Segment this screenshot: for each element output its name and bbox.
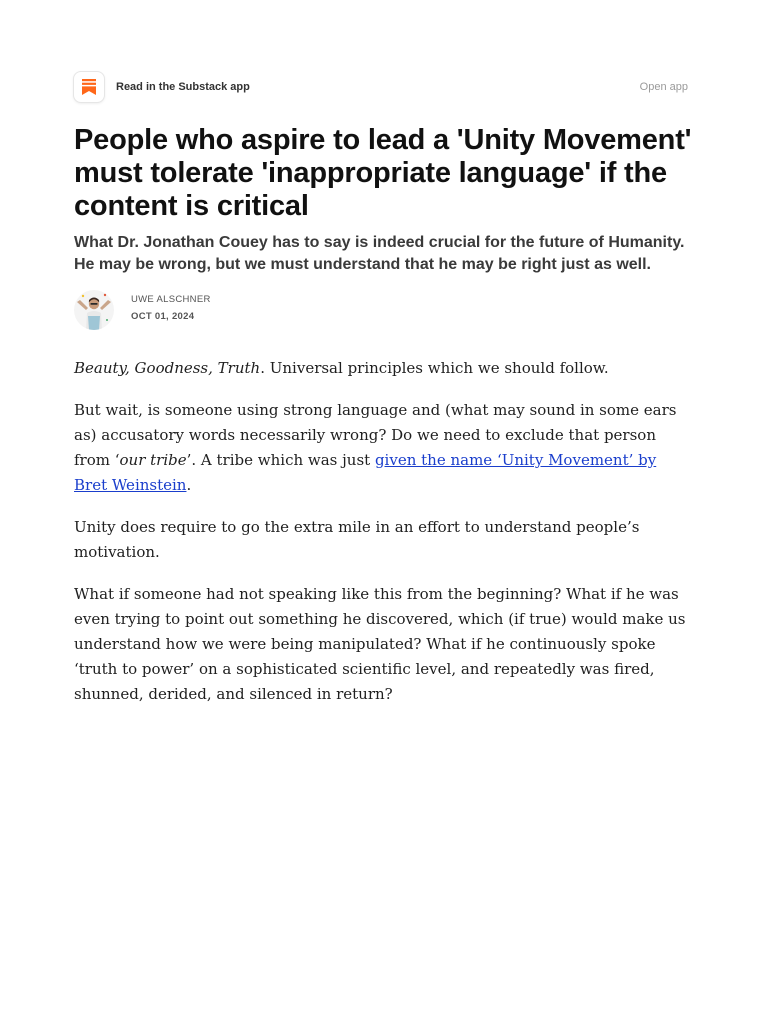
- post-subtitle: What Dr. Jonathan Couey has to say is indeed crucial for the future of Humanity. He may be wrong, but we must understand that he may be right just as well.: [74, 234, 685, 273]
- substack-logo-icon-glyph: [82, 79, 96, 95]
- author-avatar[interactable]: [74, 290, 114, 330]
- substack-logo-icon[interactable]: [74, 72, 104, 102]
- byline: [74, 290, 211, 330]
- byline-meta: [131, 290, 211, 322]
- author-avatar-image: [74, 290, 114, 330]
- read-in-app-text: Read in the Substack app: [116, 81, 250, 93]
- paragraph-2-text-b: ’. A tribe which was just: [186, 451, 375, 469]
- italic-phrase: Beauty, Goodness, Truth: [74, 359, 261, 377]
- paragraph-4: What if someone had not speaking like this from the beginning? What if he was even trying to point out something he discovered, which (if true) would make us understand how we were being manipulated? What if he continuously spoke ‘truth to power’ on a sophisticated scientific level, and repeatedly was fired, shunned, derided, and silenced in return?: [74, 585, 686, 703]
- paragraph-1-text: . Universal principles which we should follow.: [260, 359, 609, 377]
- post-date: OCT 01, 2024: [131, 311, 195, 322]
- paragraph-2: [74, 398, 694, 498]
- author-name-link[interactable]: UWE ALSCHNER: [131, 294, 211, 305]
- paragraph-2-text-c: .: [186, 476, 192, 494]
- app-banner: [74, 72, 688, 102]
- post-title: People who aspire to lead a 'Unity Movement' must tolerate 'inappropriate language' if the content is critical: [74, 124, 692, 222]
- paragraph-1: [74, 356, 694, 381]
- post-body: [74, 356, 694, 724]
- paragraph-2-text-a: But wait, is someone using strong language and (what may sound in some ears as) accusatory words necessarily wrong? Do we need to exclude that person from ‘: [74, 401, 677, 469]
- unity-movement-link[interactable]: given the name ‘Unity Movement’ by Bret Weinstein: [74, 451, 657, 494]
- paragraph-3: Unity does require to go the extra mile in an effort to understand people’s motivation.: [74, 518, 640, 561]
- open-app-link[interactable]: Open app: [639, 81, 688, 93]
- italic-our-tribe: our tribe: [119, 451, 187, 469]
